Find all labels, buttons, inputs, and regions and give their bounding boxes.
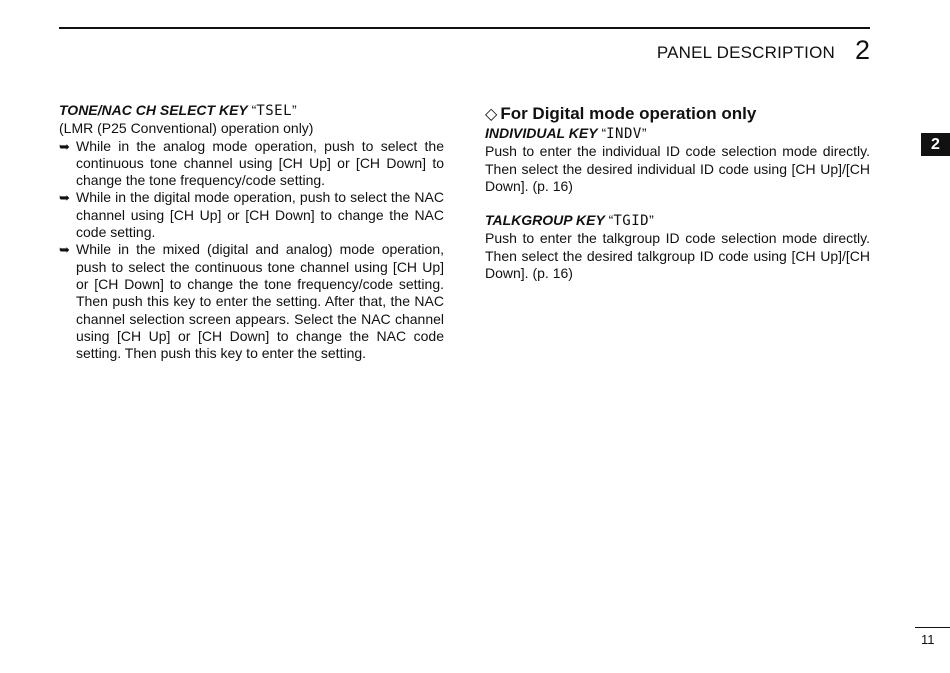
- arrow-icon: ➥: [59, 242, 70, 258]
- digital-mode-section-title: ◇ For Digital mode operation only: [485, 104, 757, 123]
- arrow-icon: ➥: [59, 190, 70, 206]
- quote-open: “: [251, 102, 257, 118]
- arrow-icon: ➥: [59, 138, 70, 154]
- quote-open: “: [608, 212, 614, 229]
- quote-close: ”: [641, 125, 647, 141]
- section-header-title: PANEL DESCRIPTION: [656, 43, 835, 62]
- talkgroup-key-heading: [485, 212, 870, 230]
- tone-nac-key-title: TONE/NAC CH SELECT KEY: [59, 102, 248, 118]
- left-column: [59, 102, 444, 362]
- footer-rule: [915, 627, 950, 628]
- lmr-subtitle: (LMR (P25 Conventional) operation only): [59, 120, 314, 137]
- bullet-mixed: ➥ While in the mixed (digital and analog) mode operation, push to select the continuous tone channel using [CH Up] or [CH Down] to change the tone frequency/code setting. Then push this key to enter the setting. After that, the NAC channel selection screen appears. Select the NAC channel using [CH Up] or [CH Down] to change the NAC code setting. Then push this key to enter the setting.: [59, 241, 444, 362]
- diamond-icon: ◇: [485, 106, 498, 123]
- talkgroup-key-title: TALKGROUP KEY: [485, 212, 605, 229]
- page-number: 11: [921, 632, 935, 647]
- tone-nac-bullets: [59, 138, 444, 363]
- indv-lcd-label: INDV: [606, 126, 642, 142]
- quote-open: “: [601, 125, 607, 141]
- tone-nac-heading: [59, 102, 444, 120]
- individual-key-heading: [485, 125, 870, 143]
- right-column: [485, 104, 870, 282]
- quote-close: ”: [292, 102, 297, 118]
- talkgroup-key-text: Push to enter the talkgroup ID code selection mode directly. Then select the desired talkgroup ID code using [CH Up]/[CH Down]. (p. 16): [485, 230, 870, 282]
- tsel-lcd-label: TSEL: [256, 103, 293, 119]
- bullet-analog: ➥ While in the analog mode operation, push to select the continuous tone channel using [CH Up] or [CH Down] to change the tone frequency/code setting.: [59, 137, 444, 189]
- individual-key-title: INDIVIDUAL KEY: [485, 125, 598, 141]
- bullet-digital: ➥ While in the digital mode operation, push to select the NAC channel using [CH Up] or [CH Down] to change the NAC code setting.: [59, 189, 444, 241]
- chapter-tab: 2: [921, 133, 950, 156]
- quote-close: ”: [649, 212, 654, 229]
- chapter-number: 2: [854, 35, 870, 65]
- individual-key-text: Push to enter the individual ID code selection mode directly. Then select the desired individual ID code using [CH Up]/[CH Down]. (p. 16): [485, 143, 870, 194]
- header-rule: [59, 27, 870, 29]
- tgid-lcd-label: TGID: [613, 213, 650, 230]
